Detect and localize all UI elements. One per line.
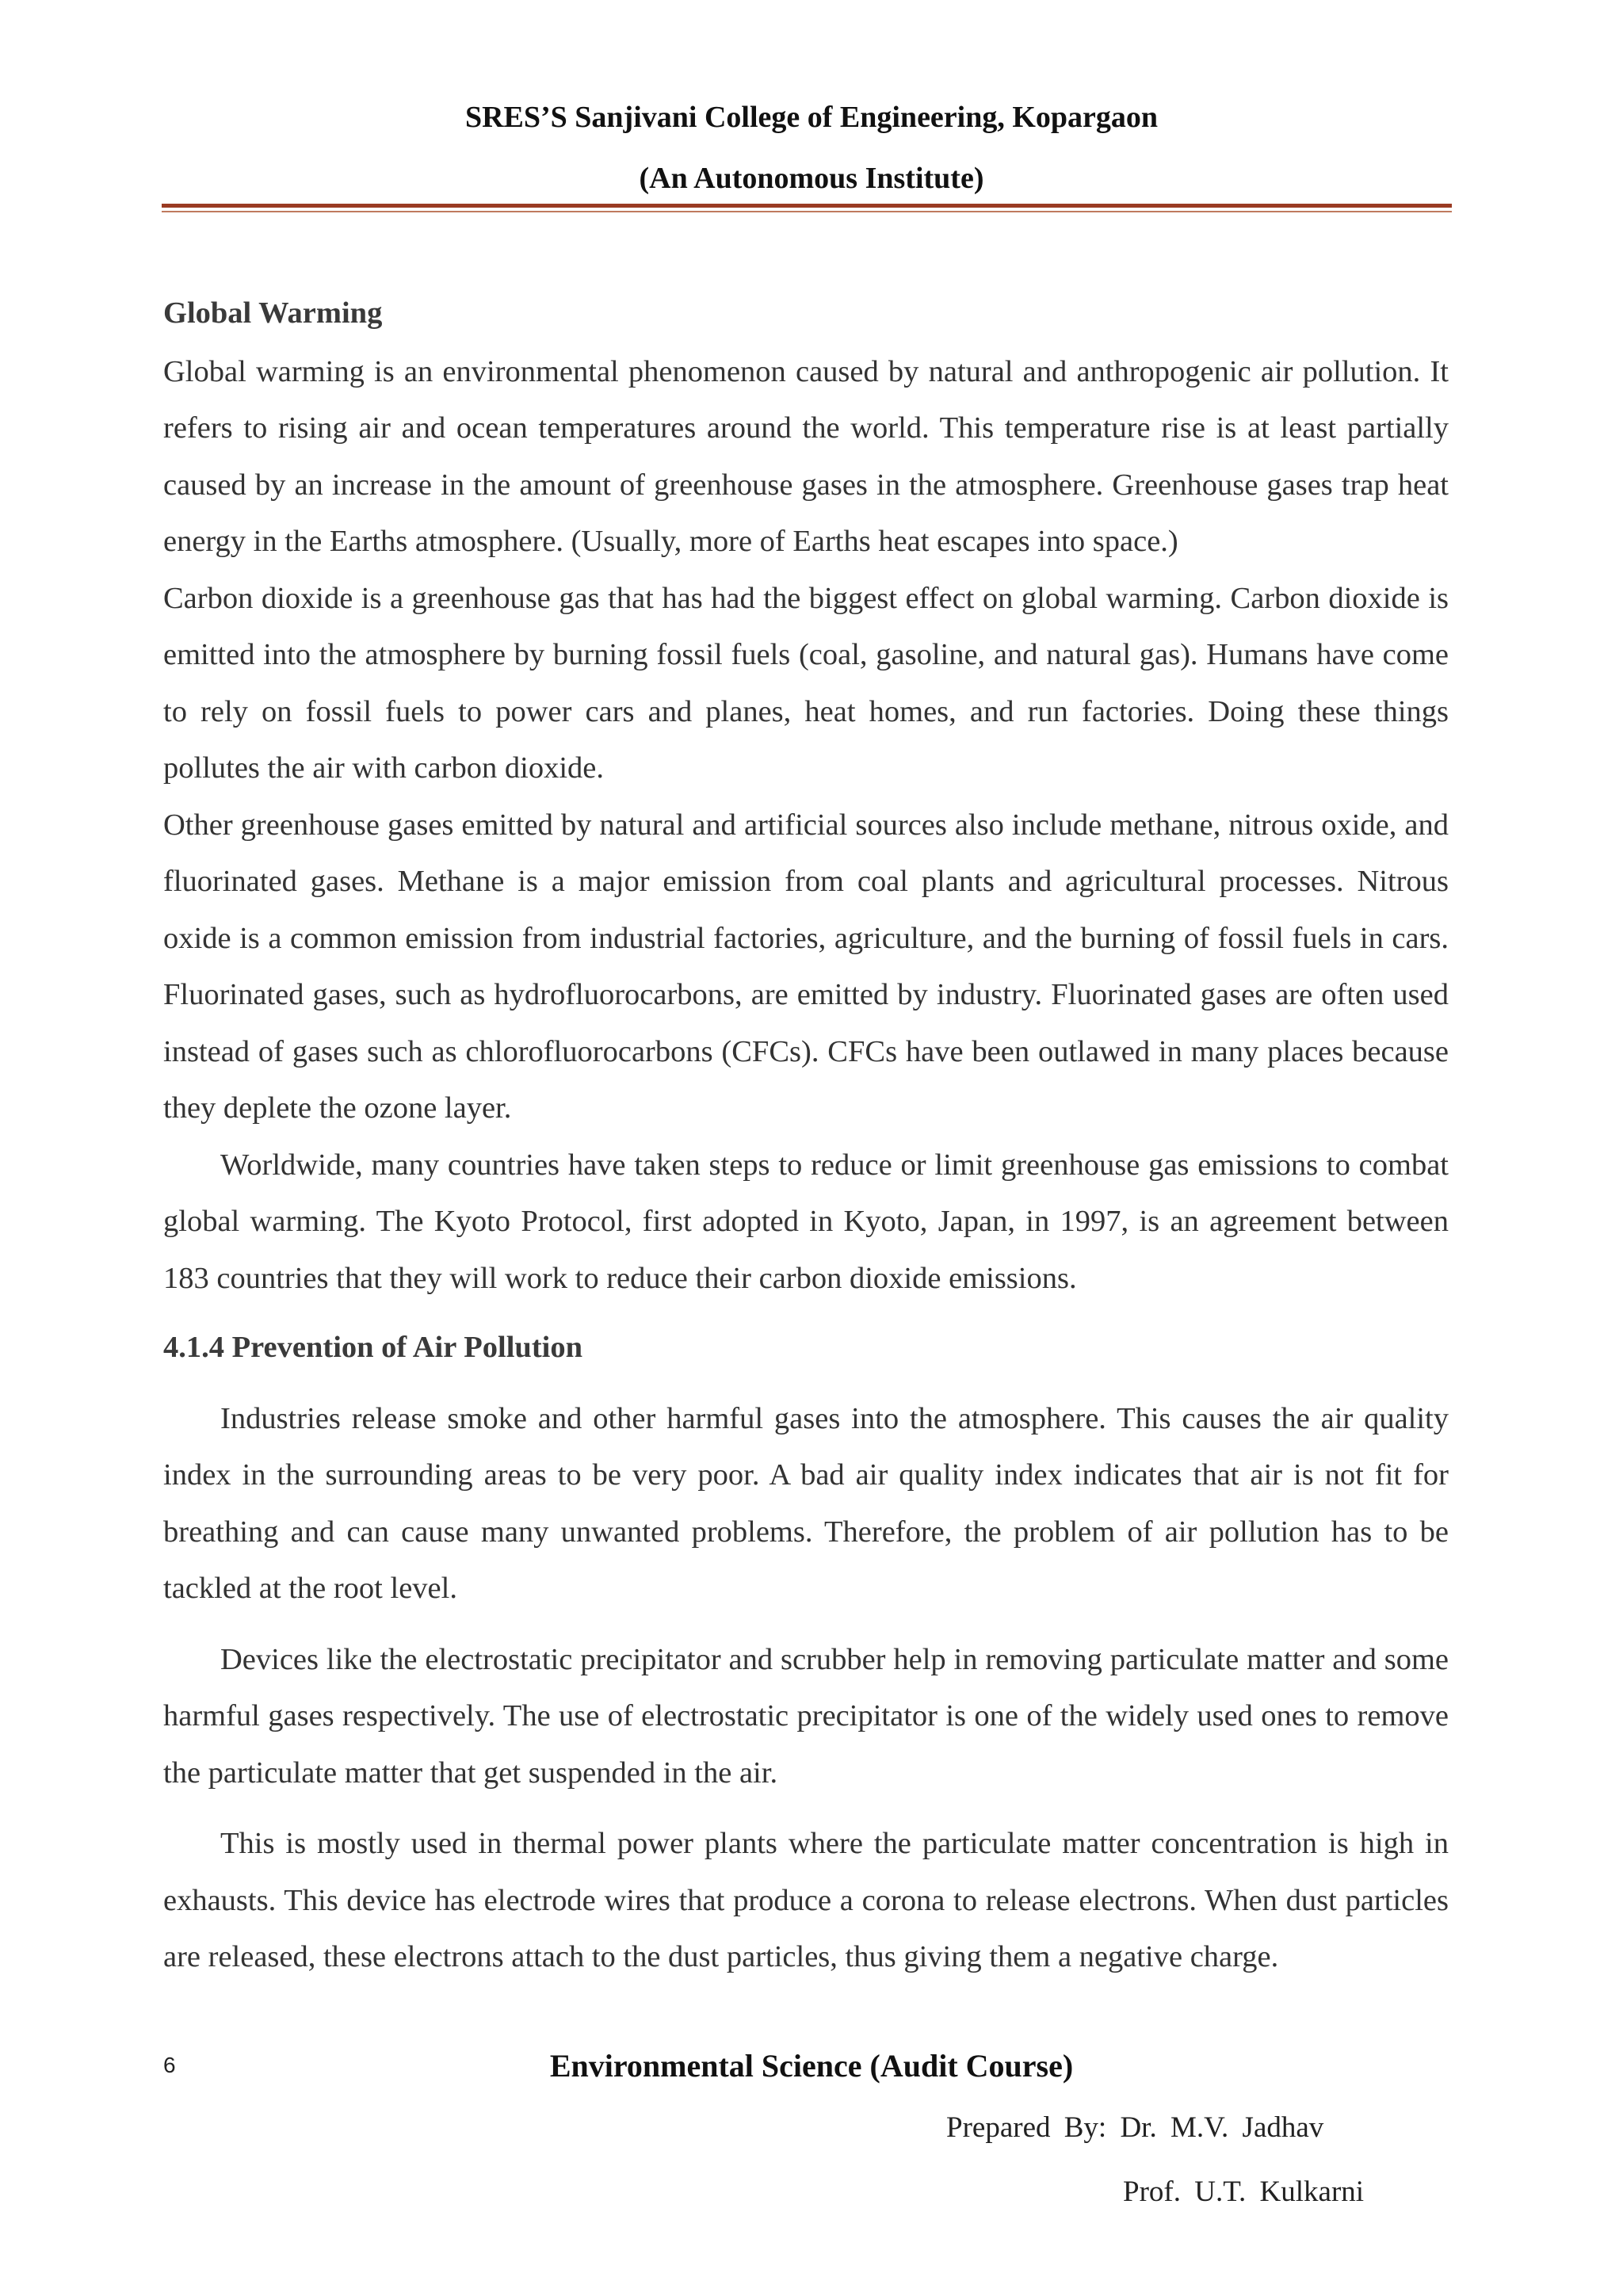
header-divider-thick (162, 204, 1452, 208)
co-author: Prof. U.T. Kulkarni (1123, 2176, 1365, 2208)
global-warming-paragraph-2: Carbon dioxide is a greenhouse gas that has had the biggest effect on global warming. Carbon dioxide is emitted into the atmosphere by burning fossil fuels (coal, gasoline, and natural gas). Humans have come to rely on fossil fuels to power cars and planes, heat homes, and run factories. Doing these things pollutes the air with carbon dioxide. (163, 581, 1449, 785)
institution-title: SRES’S Sanjivani College of Engineering, Kopargaon (464, 101, 1159, 134)
page-content (163, 285, 1449, 1986)
institution-subtitle: (An Autonomous Institute) (639, 162, 984, 195)
header-divider-thin (162, 211, 1452, 212)
prepared-by: Prepared By: Dr. M.V. Jadhav (946, 2111, 1324, 2144)
prevention-heading: 4.1.4 Prevention of Air Pollution (163, 1331, 583, 1364)
global-warming-paragraph-4: Worldwide, many countries have taken steps to reduce or limit greenhouse gas emissions to combat global warming. The Kyoto Protocol, first adopted in Kyoto, Japan, in 1997, is an agreement between 183 countries that they will work to reduce their carbon dioxide emissions. (163, 1148, 1449, 1295)
course-title: Environmental Science (Audit Course) (549, 2048, 1074, 2084)
global-warming-paragraph-1: Global warming is an environmental phenomenon caused by natural and anthropogenic air pollution. It refers to rising air and ocean temperatures around the world. This temperature rise is at least partially caused by an increase in the amount of greenhouse gases in the atmosphere. Greenhouse gases trap heat energy in the Earths atmosphere. (Usually, more of Earths heat escapes into space.) (163, 354, 1449, 558)
global-warming-paragraph-3: Other greenhouse gases emitted by natural and artificial sources also include methane, nitrous oxide, and fluorinated gases. Methane is a major emission from coal plants and agricultural processes. Nitrous oxide is a common emission from industrial factories, agriculture, and the burning of fossil fuels in cars. Fluorinated gases, such as hydrofluorocarbons, are emitted by industry. Fluorinated gases are often used instead of gases such as chlorofluorocarbons (CFCs). CFCs have been outlawed in many places because they deplete the ozone layer. (163, 808, 1449, 1125)
prevention-paragraph-2: Devices like the electrostatic precipitator and scrubber help in removing particulate matter and some harmful gases respectively. The use of electrostatic precipitator is one of the widely used ones to remove the particulate matter that get suspended in the air. (163, 1642, 1449, 1790)
prevention-paragraph-3: This is mostly used in thermal power plants where the particulate matter concentration is high in exhausts. This device has electrode wires that produce a corona to release electrons. When dust particles are released, these electrons attach to the dust particles, thus giving them a negative charge. (163, 1827, 1449, 1973)
global-warming-heading: Global Warming (163, 296, 383, 330)
prevention-paragraph-1: Industries release smoke and other harmful gases into the atmosphere. This causes the air quality index in the surrounding areas to be very poor. A bad air quality index indicates that air is not fit for breathing and can cause many unwanted problems. Therefore, the problem of air pollution has to be tackled at the root level. (163, 1401, 1449, 1605)
page-number: 6 (163, 2053, 176, 2077)
